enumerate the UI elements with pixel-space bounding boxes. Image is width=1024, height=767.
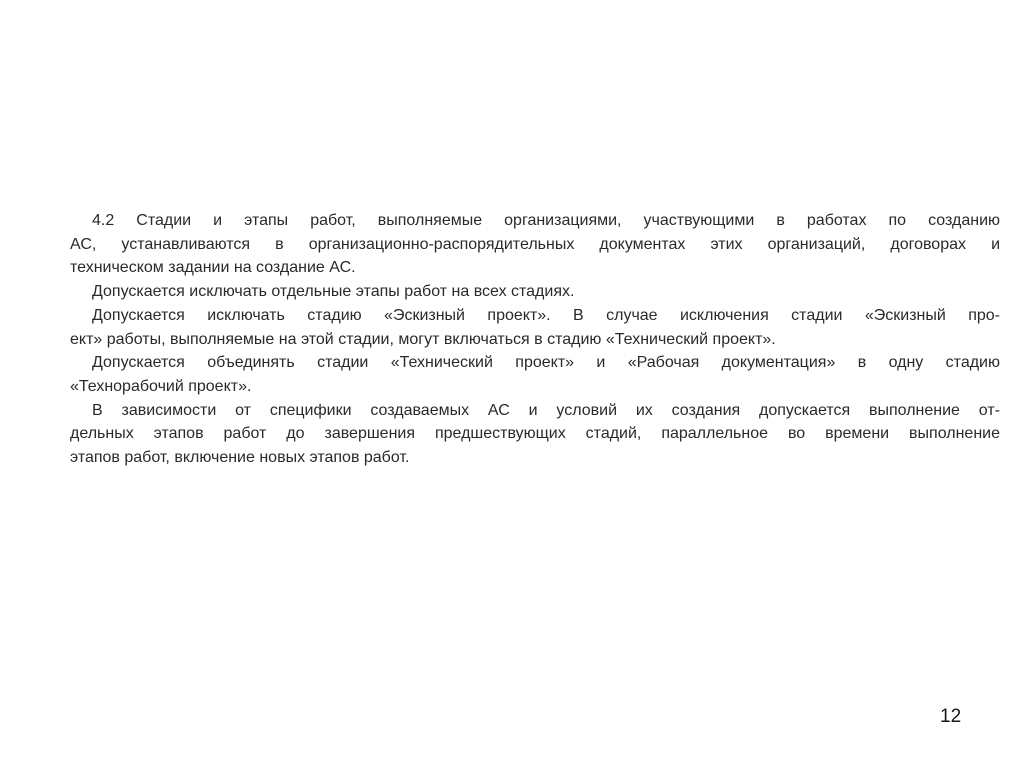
document-text — [70, 209, 1000, 470]
text-line: Допускается объединять стадии «Технический проект» и «Рабочая документация» в одну стадию — [92, 354, 1000, 372]
text-line: 4.2 Стадии и этапы работ, выполняемые организациями, участвующими в работах по созданию — [92, 212, 1000, 229]
text-line: «Технорабочий проект». — [70, 377, 252, 395]
text-line: дельных этапов работ до завершения предшествующих стадий, параллельное во времени выполнение — [70, 425, 1000, 443]
text-line: Допускается исключать отдельные этапы работ на всех стадиях. — [92, 283, 575, 301]
page-number: 12 — [940, 706, 962, 727]
text-line: В зависимости от специфики создаваемых АС и условий их создания допускается выполнение от- — [92, 401, 1000, 419]
text-line: этапов работ, включение новых этапов работ. — [70, 449, 410, 467]
text-line: ект» работы, выполняемые на этой стадии, могут включаться в стадию «Технический проект». — [70, 330, 776, 348]
text-line: АС, устанавливаются в организационно-распорядительных документах этих организаций, договорах и — [70, 235, 1000, 253]
text-line: техническом задании на создание АС. — [70, 259, 356, 277]
text-line: Допускается исключать стадию «Эскизный проект». В случае исключения стадии «Эскизный про- — [92, 306, 1000, 324]
